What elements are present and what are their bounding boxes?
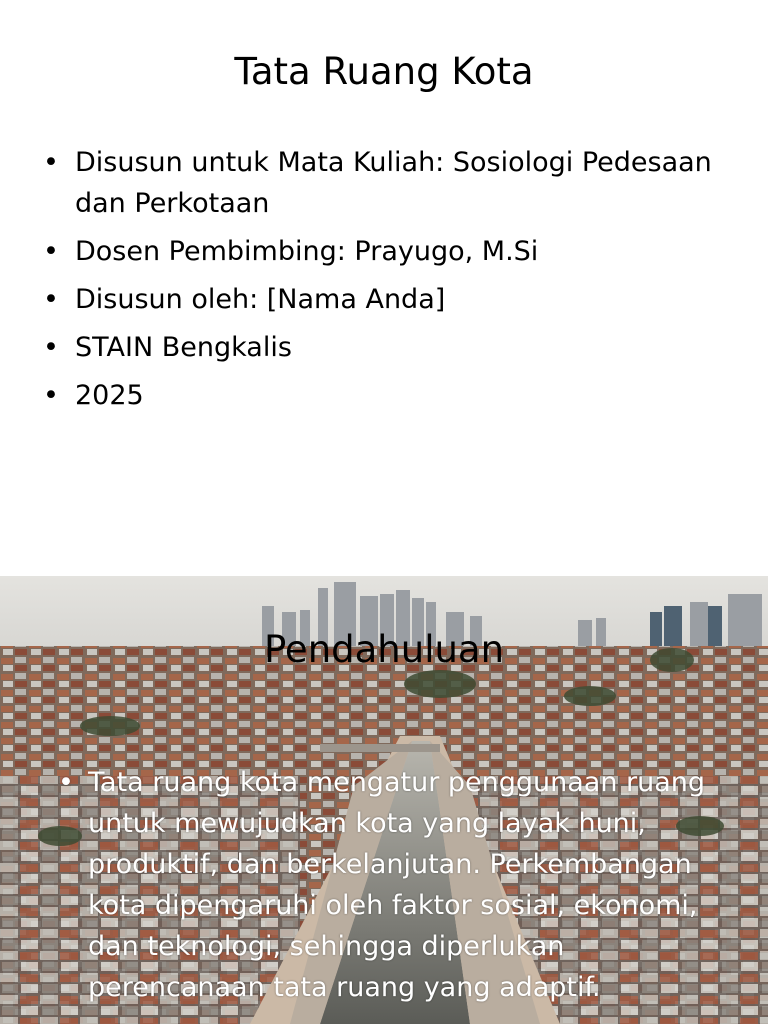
bullet-item: • 2025 [40, 375, 730, 416]
bullet-item: • Disusun oleh: [Nama Anda] [40, 279, 730, 320]
bullet-item: • STAIN Bengkalis [40, 327, 730, 368]
slide-title-heading: Tata Ruang Kota [234, 50, 534, 93]
bullet-dot-icon: • [58, 767, 74, 798]
bullet-dot-icon: • [43, 147, 59, 178]
bullet-dot-icon: • [43, 236, 59, 267]
bullet-item: • Tata ruang kota mengatur penggunaan ruang untuk mewujudkan kota yang layak huni, produktif, dan berkelanjutan. Perkembangan kota dipengaruhi oleh faktor sosial, ekonomi, dan teknologi, sehingga diperlukan perencanaan tata ruang yang adaptif. [56, 762, 726, 1008]
slide-pendahuluan [0, 576, 768, 1024]
bullet-dot-icon: • [43, 332, 59, 363]
bullet-item: • Dosen Pembimbing: Prayugo, M.Si [40, 231, 730, 272]
bullet-list [56, 762, 726, 1008]
slide-title-heading: Pendahuluan [263, 628, 505, 671]
bullet-list [40, 142, 730, 423]
bullet-item: • Disusun untuk Mata Kuliah: Sosiologi Pedesaan dan Perkotaan [40, 142, 730, 224]
bullet-dot-icon: • [43, 284, 59, 315]
bullet-dot-icon: • [43, 380, 59, 411]
